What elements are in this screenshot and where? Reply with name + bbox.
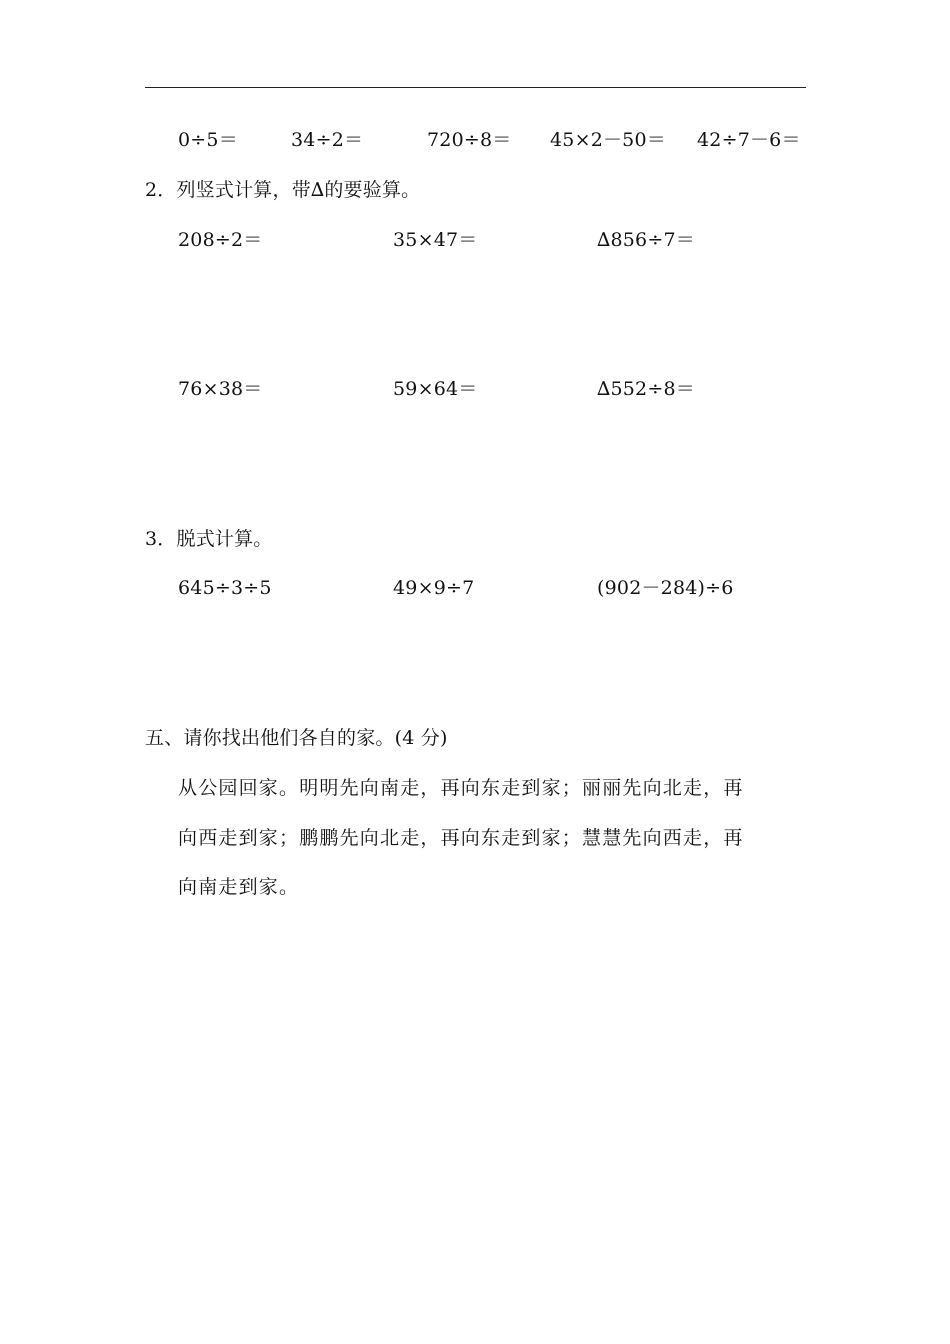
vertical-calc-item: ∆552÷8＝ <box>597 378 695 400</box>
vertical-calc-item: 59×64＝ <box>393 378 478 400</box>
vertical-calc-item: 35×47＝ <box>393 229 478 251</box>
calc-item: 0÷5＝ <box>178 129 238 151</box>
vertical-calc-item: ∆856÷7＝ <box>597 229 695 251</box>
calc-item: 34÷2＝ <box>291 129 364 151</box>
step-calc-item: 645÷3÷5 <box>178 577 272 599</box>
calc-item: 45×2－50＝ <box>550 129 666 151</box>
section-5-line: 向西走到家；鹏鹏先向北走，再向东走到家；慧慧先向西走，再 <box>178 827 744 849</box>
question-3-title: 3．脱式计算。 <box>145 528 273 550</box>
question-2-title: 2．列竖式计算，带∆的要验算。 <box>145 179 421 201</box>
calc-item: 720÷8＝ <box>427 129 512 151</box>
vertical-calc-item: 208÷2＝ <box>178 229 263 251</box>
step-calc-item: 49×9÷7 <box>393 577 475 599</box>
header-rule <box>145 87 806 88</box>
step-calc-item: (902－284)÷6 <box>597 577 734 599</box>
calc-item: 42÷7－6＝ <box>697 129 801 151</box>
section-5-line: 向南走到家。 <box>178 876 300 898</box>
vertical-calc-item: 76×38＝ <box>178 378 263 400</box>
section-5-title: 五、请你找出他们各自的家。(4 分) <box>145 727 448 749</box>
section-5-line: 从公园回家。明明先向南走，再向东走到家；丽丽先向北走，再 <box>178 777 744 799</box>
